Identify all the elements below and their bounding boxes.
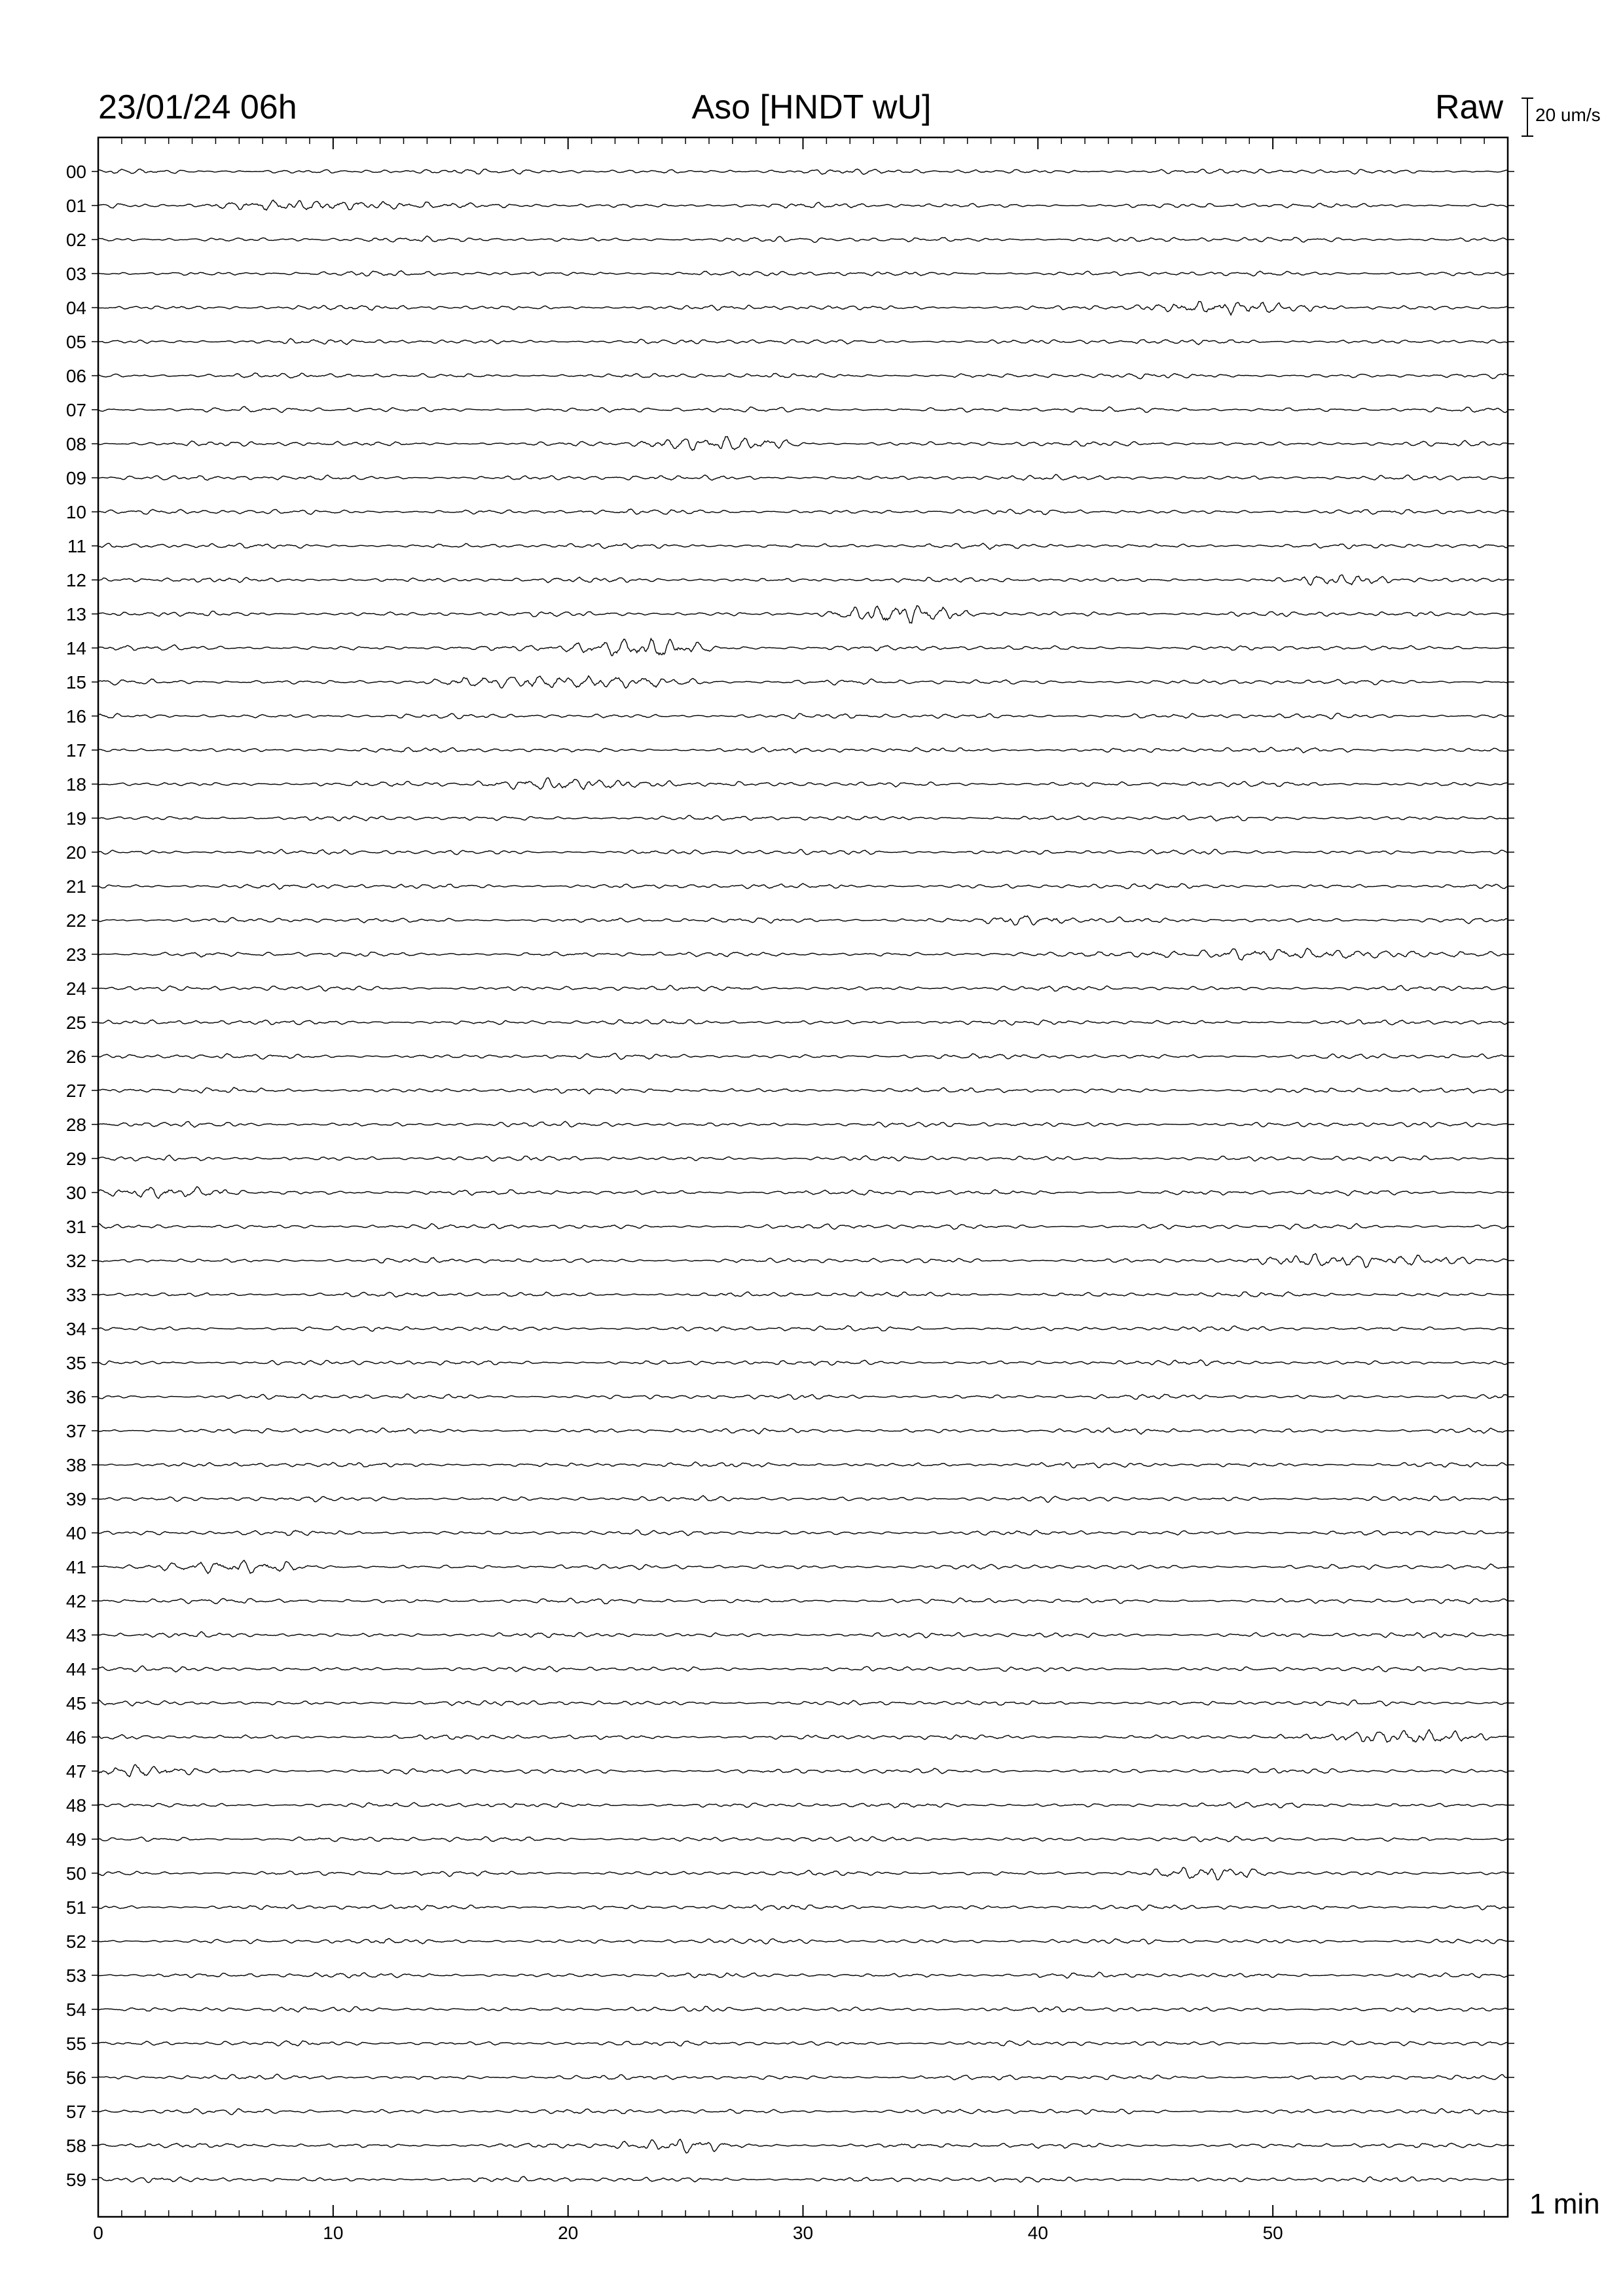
row-label: 01 xyxy=(65,196,86,216)
x-tick-label: 30 xyxy=(792,2223,814,2243)
trace-row-17 xyxy=(98,747,1508,753)
trace-row-46 xyxy=(98,1730,1508,1742)
row-label: 13 xyxy=(65,604,86,624)
trace-row-25 xyxy=(98,1020,1508,1025)
row-label: 20 xyxy=(65,842,86,863)
trace-row-15 xyxy=(98,676,1508,689)
row-label: 42 xyxy=(65,1591,86,1611)
x-tick-label: 50 xyxy=(1262,2223,1283,2243)
row-label: 05 xyxy=(65,332,86,352)
row-label: 16 xyxy=(65,706,86,726)
trace-row-19 xyxy=(98,816,1508,821)
row-label: 28 xyxy=(65,1115,86,1135)
row-label: 59 xyxy=(65,2170,86,2190)
x-tick-label: 40 xyxy=(1027,2223,1048,2243)
row-label: 45 xyxy=(65,1693,86,1713)
trace-row-13 xyxy=(98,606,1508,624)
trace-row-47 xyxy=(98,1765,1508,1776)
row-label: 25 xyxy=(65,1013,86,1033)
row-label: 12 xyxy=(65,570,86,590)
row-label: 10 xyxy=(65,502,86,522)
header-date-hour: 23/01/24 06h xyxy=(98,88,297,126)
row-label: 37 xyxy=(65,1421,86,1441)
trace-row-42 xyxy=(98,1598,1508,1604)
trace-row-08 xyxy=(98,437,1508,450)
row-label: 24 xyxy=(65,978,86,999)
trace-row-03 xyxy=(98,271,1508,276)
header-mode-label: Raw xyxy=(1434,88,1503,126)
row-label: 46 xyxy=(65,1727,86,1748)
row-label: 03 xyxy=(65,264,86,284)
trace-row-22 xyxy=(98,916,1508,925)
trace-row-12 xyxy=(98,575,1508,585)
trace-row-39 xyxy=(98,1496,1508,1502)
trace-row-29 xyxy=(98,1155,1508,1161)
trace-row-28 xyxy=(98,1121,1508,1127)
row-label: 22 xyxy=(65,910,86,931)
trace-row-06 xyxy=(98,373,1508,379)
amplitude-scale-bar xyxy=(1522,98,1533,136)
x-axis-unit-label: 1 min xyxy=(1529,2188,1600,2220)
trace-row-48 xyxy=(98,1803,1508,1808)
row-label: 19 xyxy=(65,808,86,829)
trace-row-27 xyxy=(98,1087,1508,1094)
row-label: 15 xyxy=(65,672,86,692)
row-label: 30 xyxy=(65,1183,86,1203)
row-label: 34 xyxy=(65,1319,86,1339)
row-label: 08 xyxy=(65,434,86,454)
row-label: 02 xyxy=(65,230,86,250)
trace-row-32 xyxy=(98,1253,1508,1268)
trace-row-45 xyxy=(98,1700,1508,1706)
row-label: 58 xyxy=(65,2136,86,2156)
trace-row-34 xyxy=(98,1326,1508,1332)
row-label: 32 xyxy=(65,1251,86,1271)
trace-row-41 xyxy=(98,1560,1508,1573)
row-label: 07 xyxy=(65,400,86,420)
row-label: 04 xyxy=(65,298,86,318)
trace-row-54 xyxy=(98,2006,1508,2012)
trace-row-20 xyxy=(98,850,1508,855)
trace-row-18 xyxy=(98,778,1508,789)
trace-row-44 xyxy=(98,1666,1508,1672)
trace-row-43 xyxy=(98,1632,1508,1638)
trace-row-51 xyxy=(98,1905,1508,1910)
row-label: 53 xyxy=(65,1965,86,1986)
trace-row-16 xyxy=(98,713,1508,719)
trace-row-26 xyxy=(98,1053,1508,1059)
trace-row-50 xyxy=(98,1867,1508,1880)
trace-row-35 xyxy=(98,1360,1508,1366)
trace-row-09 xyxy=(98,475,1508,480)
row-label: 06 xyxy=(65,366,86,386)
trace-row-59 xyxy=(98,2176,1508,2182)
trace-row-37 xyxy=(98,1428,1508,1435)
trace-row-21 xyxy=(98,884,1508,889)
row-label: 51 xyxy=(65,1897,86,1918)
trace-row-53 xyxy=(98,1972,1508,1978)
row-label: 09 xyxy=(65,468,86,488)
row-label: 23 xyxy=(65,944,86,965)
trace-row-02 xyxy=(98,236,1508,243)
x-tick-label: 20 xyxy=(558,2223,579,2243)
row-label: 44 xyxy=(65,1659,86,1679)
trace-row-49 xyxy=(98,1837,1508,1842)
header-station-title: Aso [HNDT wU] xyxy=(691,88,932,126)
row-label: 49 xyxy=(65,1829,86,1850)
trace-row-31 xyxy=(98,1223,1508,1229)
row-label: 43 xyxy=(65,1625,86,1645)
row-label: 40 xyxy=(65,1523,86,1543)
row-label: 36 xyxy=(65,1387,86,1407)
trace-row-05 xyxy=(98,338,1508,344)
trace-row-01 xyxy=(98,200,1508,210)
x-tick-label: 10 xyxy=(323,2223,344,2243)
trace-row-52 xyxy=(98,1939,1508,1944)
row-label: 38 xyxy=(65,1455,86,1475)
row-label: 29 xyxy=(65,1149,86,1169)
row-label: 18 xyxy=(65,774,86,795)
trace-row-23 xyxy=(98,948,1508,960)
trace-row-00 xyxy=(98,169,1508,174)
row-label: 00 xyxy=(65,162,86,182)
trace-row-04 xyxy=(98,302,1508,315)
row-label: 11 xyxy=(67,536,86,556)
row-label: 31 xyxy=(65,1217,86,1237)
trace-row-10 xyxy=(98,509,1508,515)
row-label: 47 xyxy=(65,1761,86,1782)
row-label: 21 xyxy=(65,876,86,897)
trace-row-56 xyxy=(98,2074,1508,2080)
x-tick-label: 0 xyxy=(93,2223,103,2243)
row-label: 39 xyxy=(65,1489,86,1509)
trace-row-14 xyxy=(98,639,1508,656)
row-label: 48 xyxy=(65,1795,86,1816)
trace-row-57 xyxy=(98,2109,1508,2115)
trace-row-30 xyxy=(98,1187,1508,1198)
row-label: 50 xyxy=(65,1863,86,1884)
row-label: 56 xyxy=(65,2068,86,2088)
trace-row-40 xyxy=(98,1530,1508,1536)
row-label: 52 xyxy=(65,1931,86,1952)
row-label: 54 xyxy=(65,2000,86,2020)
row-label: 14 xyxy=(65,638,86,658)
trace-row-36 xyxy=(98,1394,1508,1399)
row-label: 55 xyxy=(65,2034,86,2054)
amplitude-scale-label: 20 um/s xyxy=(1535,105,1601,125)
trace-row-33 xyxy=(98,1292,1508,1297)
trace-row-24 xyxy=(98,985,1508,991)
trace-row-38 xyxy=(98,1462,1508,1468)
row-label: 26 xyxy=(65,1047,86,1067)
row-label: 33 xyxy=(65,1285,86,1305)
trace-row-11 xyxy=(98,543,1508,549)
row-label: 57 xyxy=(65,2102,86,2122)
row-label: 41 xyxy=(65,1557,86,1577)
row-label: 17 xyxy=(65,740,86,761)
trace-row-55 xyxy=(98,2041,1508,2046)
row-label: 35 xyxy=(65,1353,86,1373)
plot-frame xyxy=(98,137,1508,2217)
trace-row-58 xyxy=(98,2139,1508,2153)
row-label: 27 xyxy=(65,1081,86,1101)
trace-row-07 xyxy=(98,406,1508,412)
